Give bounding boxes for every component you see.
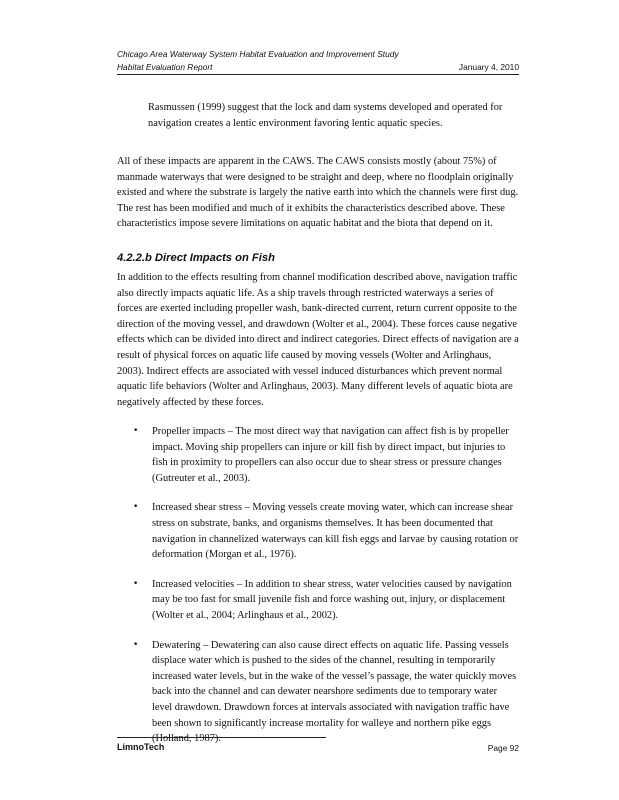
bullet-item-dewatering — [133, 638, 519, 747]
bullet-icon: • — [133, 578, 139, 589]
bullet-text: Increased velocities – In addition to shear stress, water velocities caused by navigation may be too fast for small juvenile fish and force washing out, injury, or displacement (Wolter et al., 2004; Arlinghaus et al., 2002). — [152, 578, 512, 621]
running-header-date: January 4, 2010 — [458, 62, 519, 72]
paragraph-direct-impacts: In addition to the effects resulting from channel modification described above, navigation traffic also directly impacts aquatic life. As a ship travels through restricted waterways a series of forces are exerted including propeller wash, bank-directed current, return current opposite to the direction of the moving vessel, and drawdown (Wolter et al., 2004). These forces cause negative effects which can be divided into direct and indirect categories. Direct effects of navigation are a result of physical forces on aquatic life caused by moving vessels (Wolter and Arlinghaus, 2003). Indirect effects are associated with vessel induced disturbances which prevent normal aquatic life behaviors (Wolter and Arlinghaus, 2003). Many different levels of aquatic biota are negatively affected by these forces. — [117, 272, 519, 408]
footer-divider — [117, 737, 326, 738]
block-quote: Rasmussen (1999) suggest that the lock and dam systems developed and operated for navigation creates a lentic environment favoring lentic aquatic species. — [148, 102, 503, 129]
footer-company: LimnoTech — [117, 742, 165, 752]
section-heading: 4.2.2.b Direct Impacts on Fish — [117, 252, 275, 264]
bullet-icon: • — [133, 639, 139, 650]
running-header-row — [117, 62, 519, 72]
page-number: Page 92 — [487, 743, 519, 753]
bullet-item-propeller — [133, 424, 519, 486]
bullet-icon: • — [133, 426, 139, 436]
bullet-item-velocities — [133, 577, 519, 624]
header-divider — [117, 74, 519, 75]
bullet-icon: • — [133, 502, 139, 513]
impact-bullet-list — [133, 424, 519, 761]
running-header-title: Chicago Area Waterway System Habitat Evaluation and Improvement Study — [117, 49, 399, 59]
bullet-text: Dewatering – Dewatering can also cause direct effects on aquatic life. Passing vessels displace water which is pushed to the sides of the channel, resulting in temporarily increased water levels, but in the wake of the vessel’s passage, the water quickly moves back into the channel and can dewater nearshore sediments due to temporary water level drawdown. Drawdown forces at intervals associated with navigation traffic have been shown to significantly increase mortality for walleye and northern pike eggs (Holland, 1987). — [152, 639, 517, 745]
bullet-text: Propeller impacts – The most direct way that navigation can affect fish is by propeller impact. Moving ship propellers can injure or kill fish by direct impact, but injuries to fish in proximity to propellers can also occur due to shear stress or pressure changes (Gutreuter et al., 2003). — [152, 426, 509, 484]
bullet-text: Increased shear stress – Moving vessels create moving water, which can increase shear stress on substrate, banks, and organisms themselves. It has been documented that navigation in channelized waterways can kill fish eggs and larvae by causing rotation or deformation (Morgan et al., 1976). — [152, 502, 519, 561]
paragraph-caws-impacts: All of these impacts are apparent in the CAWS. The CAWS consists mostly (about 75%) of manmade waterways that were designed to be straight and deep, where no floodplain originally existed and where the substrate is largely the native earth into which the channels were first dug. The rest has been modified and much of it exhibits the characteristics described above. These characteristics impose severe limitations on aquatic habitat and the biota that depend on it. — [117, 156, 519, 230]
bullet-item-shear-stress — [133, 500, 519, 562]
running-header-subtitle: Habitat Evaluation Report — [117, 62, 213, 72]
